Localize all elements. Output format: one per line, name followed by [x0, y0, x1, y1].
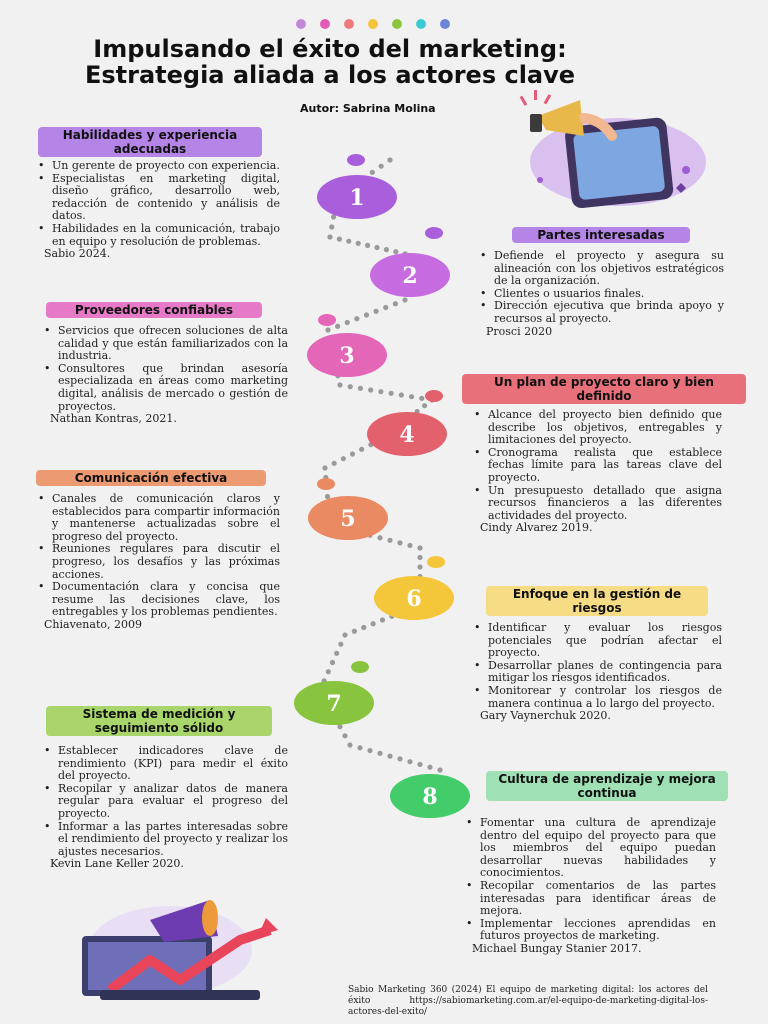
path-dot [437, 767, 442, 772]
path-dot [325, 494, 330, 499]
path-dot [352, 629, 357, 634]
path-dot [346, 239, 351, 244]
list-item: • Identificar y evaluar los riesgos potenciales que podrían afectar el proyecto. [488, 622, 722, 660]
path-dot [377, 751, 382, 756]
section-heading: Sistema de medición y seguimiento sólido [46, 706, 272, 736]
bullet-list [34, 493, 280, 619]
path-dot [393, 249, 398, 254]
section-body [34, 493, 280, 632]
list-item: • Un gerente de proyecto con experiencia. [52, 160, 280, 173]
step-number: 2 [402, 263, 418, 289]
list-item: • Fomentar una cultura de aprendizaje dentro del equipo del proyecto para que los miembros del equipo puedan desarrollar nuevas habilidades y conocimientos. [480, 817, 716, 880]
path-accent-dot [425, 390, 443, 402]
path-dot [357, 745, 362, 750]
path-dot [379, 164, 384, 169]
section-heading: Comunicación efectiva [36, 470, 266, 486]
bullet-list [476, 250, 724, 326]
bullet-list [40, 745, 288, 858]
list-item: • Reuniones regulares para discutir el progreso, los desafíos y las próximas acciones. [52, 543, 280, 581]
path-dot [407, 543, 412, 548]
path-dot [345, 320, 350, 325]
list-item: • Alcance del proyecto bien definido que describe los objetivos, entregables y limitaciones del proyecto. [488, 409, 722, 447]
citation: Nathan Kontras, 2021. [50, 412, 177, 426]
path-accent-dot [425, 227, 443, 239]
path-dot [397, 756, 402, 761]
list-item: • Informar a las partes interesadas sobre el rendimiento del proyecto y realizar los ajustes necesarios. [58, 821, 288, 859]
path-dot [348, 384, 353, 389]
path-dot [342, 733, 347, 738]
infographic-title: Impulsando el éxito del marketing: Estrategia aliada a los actores clave [84, 35, 576, 89]
path-dot [337, 237, 342, 242]
path-accent-dot [351, 661, 369, 673]
path-dot [374, 245, 379, 250]
bullet-list [34, 160, 280, 248]
section-heading: Enfoque en la gestión de riesgos [486, 586, 708, 616]
path-dot [365, 243, 370, 248]
path-dot [329, 224, 334, 229]
path-dot [378, 389, 383, 394]
bullet-list [462, 817, 716, 943]
list-item: • Cronograma realista que establece fechas límite para las tareas clave del proyecto. [488, 447, 722, 485]
citation: Michael Bungay Stanier 2017. [472, 941, 642, 955]
path-dot [332, 461, 337, 466]
section-body [40, 325, 288, 426]
step-circle-4 [367, 412, 447, 456]
citation: Cindy Alvarez 2019. [480, 521, 593, 535]
list-item: • Establecer indicadores clave de rendimiento (KPI) para medir el éxito del proyecto. [58, 745, 288, 783]
path-dot [377, 535, 382, 540]
path-dot [422, 403, 427, 408]
path-dot [419, 396, 424, 401]
step-number: 3 [339, 343, 355, 369]
section-body [462, 817, 716, 956]
path-dot [387, 538, 392, 543]
section-body [40, 745, 288, 871]
citation: Gary Vaynerchuk 2020. [480, 709, 611, 723]
path-dot [380, 617, 385, 622]
step-number: 4 [399, 422, 415, 448]
path-accent-dot [347, 154, 365, 166]
author-line: Autor: Sabrina Molina [300, 102, 436, 115]
path-dot [347, 742, 352, 747]
list-item: • Servicios que ofrecen soluciones de alta calidad y que están familiarizados con la industria. [58, 325, 288, 363]
section-body [470, 622, 722, 723]
path-dot [356, 241, 361, 246]
path-dot [371, 621, 376, 626]
bullet-list [470, 409, 722, 522]
path-dot [387, 157, 392, 162]
path-dot [342, 632, 347, 637]
path-accent-dot [317, 478, 335, 490]
section-heading: Un plan de proyecto claro y bien definido [462, 374, 746, 404]
list-item: • Clientes o usuarios finales. [494, 288, 724, 301]
list-item: • Desarrollar planes de contingencia para mitigar los riesgos identificados. [488, 660, 722, 685]
path-dot [335, 324, 340, 329]
step-number: 6 [406, 586, 422, 612]
path-dot [367, 748, 372, 753]
path-dot [359, 447, 364, 452]
step-circle-2 [370, 253, 450, 297]
path-dot [368, 387, 373, 392]
list-item: • Consultores que brindan asesoría especializada en áreas como marketing digital, análisis de mercado o gestión de proyectos. [58, 363, 288, 413]
path-dot [350, 451, 355, 456]
step-circle-8 [390, 774, 470, 818]
section-heading: Proveedores confiables [46, 302, 262, 318]
reference-footer: Sabio Marketing 360 (2024) El equipo de marketing digital: los actores del éxito https://sabiomarketing.com.ar/el-equipo-de-marketing-digital-los-actores-del-exito/ [348, 985, 708, 1017]
path-dot [327, 234, 332, 239]
bullet-list [470, 622, 722, 710]
megaphone-laptop-illustration [70, 890, 290, 1010]
megaphone-phone-illustration [510, 88, 710, 218]
path-dot [389, 391, 394, 396]
path-dot [374, 309, 379, 314]
path-dot [341, 456, 346, 461]
step-number: 8 [422, 784, 438, 810]
path-dot [330, 660, 335, 665]
path-accent-dot [318, 314, 336, 326]
path-dot [417, 564, 422, 569]
path-dot [427, 765, 432, 770]
citation: Chiavenato, 2009 [44, 617, 142, 631]
path-dot [384, 247, 389, 252]
list-item: • Dirección ejecutiva que brinda apoyo y recursos al proyecto. [494, 300, 724, 325]
step-circle-6 [374, 576, 454, 620]
list-item: • Documentación clara y concisa que resume las decisiones clave, los entregables y los problemas pendientes. [52, 581, 280, 619]
section-heading: Partes interesadas [512, 227, 690, 243]
path-dot [417, 762, 422, 767]
path-accent-dot [427, 556, 445, 568]
section-body [34, 160, 280, 261]
path-dot [325, 327, 330, 332]
list-item: • Un presupuesto detallado que asigna recursos financieros a las diferentes actividades del proyecto. [488, 485, 722, 523]
path-dot [409, 394, 414, 399]
list-item: • Habilidades en la comunicación, trabajo en equipo y resolución de problemas. [52, 223, 280, 248]
list-item: • Recopilar y analizar datos de manera regular para evaluar el progreso del proyecto. [58, 783, 288, 821]
path-dot [326, 669, 331, 674]
path-dot [358, 386, 363, 391]
step-circle-5 [308, 496, 388, 540]
path-dot [417, 555, 422, 560]
path-dot [399, 392, 404, 397]
step-number: 7 [326, 691, 342, 717]
path-dot [383, 305, 388, 310]
path-dot [397, 540, 402, 545]
path-dot [364, 312, 369, 317]
section-body [470, 409, 722, 535]
bullet-list [40, 325, 288, 413]
step-circle-3 [307, 333, 387, 377]
list-item: • Canales de comunicación claros y establecidos para compartir información y mantenerse actualizadas sobre el progreso del proyecto. [52, 493, 280, 543]
path-dot [407, 759, 412, 764]
citation: Kevin Lane Keller 2020. [50, 857, 184, 871]
path-dot [393, 301, 398, 306]
path-dot [338, 642, 343, 647]
path-dot [334, 651, 339, 656]
list-item: • Especialistas en marketing digital, diseño gráfico, desarrollo web, redacción de contenido y análisis de datos. [52, 173, 280, 223]
section-heading: Habilidades y experiencia adecuadas [38, 127, 262, 157]
step-circle-7 [294, 681, 374, 725]
path-dot [402, 297, 407, 302]
list-item: • Monitorear y controlar los riesgos de manera continua a lo largo del proyecto. [488, 685, 722, 710]
list-item: • Recopilar comentarios de las partes interesadas para identificar áreas de mejora. [480, 880, 716, 918]
path-dot [370, 170, 375, 175]
path-dot [322, 465, 327, 470]
path-dot [417, 545, 422, 550]
path-dot [387, 754, 392, 759]
section-heading: Cultura de aprendizaje y mejora continua [486, 771, 728, 801]
citation: Sabio 2024. [44, 247, 111, 261]
list-item: • Defiende el proyecto y asegura su alineación con los objetivos estratégicos de la organización. [494, 250, 724, 288]
list-item: • Implementar lecciones aprendidas en futuros proyectos de marketing. [480, 918, 716, 943]
step-number: 5 [340, 506, 356, 532]
step-circle-1 [317, 175, 397, 219]
citation: Prosci 2020 [486, 324, 553, 338]
path-dot [361, 625, 366, 630]
section-body [476, 250, 724, 338]
step-number: 1 [349, 185, 365, 211]
path-dot [337, 382, 342, 387]
path-dot [354, 316, 359, 321]
